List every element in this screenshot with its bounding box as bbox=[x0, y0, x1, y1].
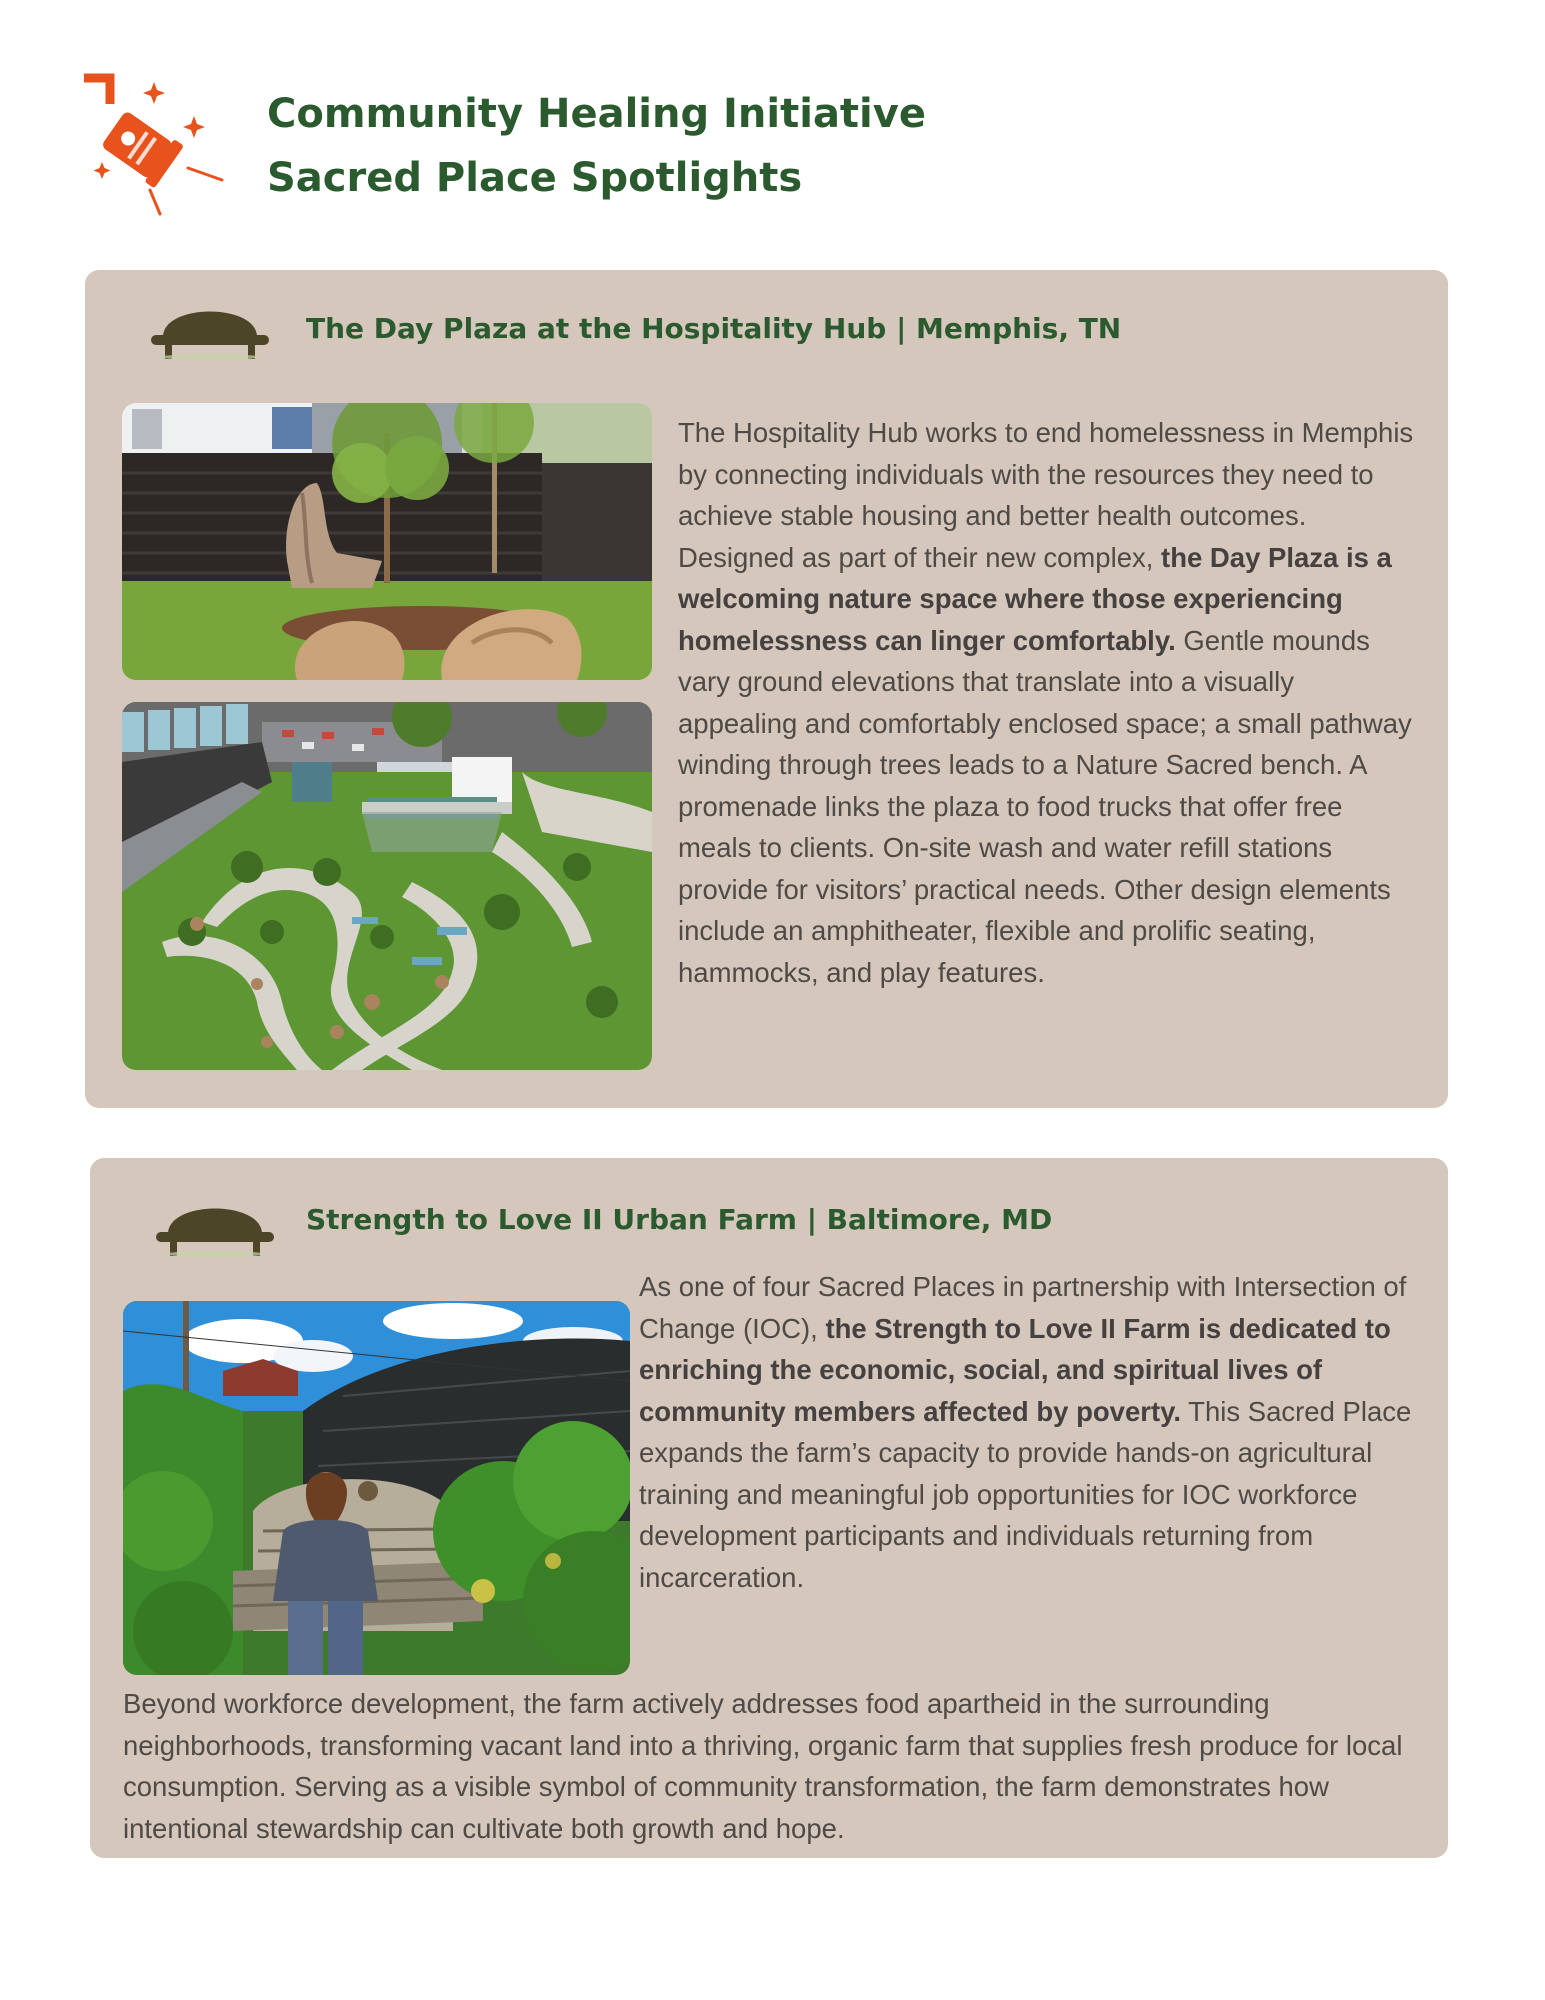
spotlight-card-baltimore bbox=[90, 1158, 1448, 1858]
seating-sculpture-photo bbox=[122, 403, 652, 680]
spotlight-icon bbox=[82, 72, 232, 222]
paragraph-rest: Gentle mounds vary ground elevations that translate into a visually appealing and comfortably enclosed space; a small pathway winding through trees leads to a Nature Sacred bench. A promenade links the plaza to food trucks that offer free meals to clients. On-site wash and water refill stations provide for visitors’ practical needs. Other design elements include an amphitheater, flexible and prolific seating, hammocks, and play features. bbox=[678, 624, 1412, 988]
bench-icon bbox=[145, 293, 275, 363]
spotlight-paragraph-2: Beyond workforce development, the farm actively addresses food apartheid in the surrounding neighborhoods, transforming vacant land into a thriving, organic farm that supplies fresh produce for local consumption. Serving as a visible symbol of community transformation, the farm demonstrates how intentional stewardship can cultivate both growth and hope. bbox=[123, 1688, 1403, 1844]
spotlight-heading: Strength to Love II Urban Farm | Baltimore, MD bbox=[306, 1203, 1053, 1236]
aerial-plaza-photo bbox=[122, 702, 652, 1070]
paragraph-intro: As one of four Sacred Places in partnership with Intersection of Change (IOC), bbox=[639, 1271, 1407, 1344]
spotlight-heading: The Day Plaza at the Hospitality Hub | Memphis, TN bbox=[306, 312, 1122, 345]
title-line-2: Sacred Place Spotlights bbox=[267, 155, 803, 201]
spotlight-card-memphis bbox=[85, 270, 1448, 1108]
page-title bbox=[267, 82, 926, 210]
paragraph-emphasis: the Strength to Love II Farm is dedicated to enriching the economic, social, and spiritual lives of community members affected by poverty. bbox=[639, 1312, 1391, 1427]
paragraph-rest: This Sacred Place expands the farm’s capacity to provide hands-on agricultural training and meaningful job opportunities for IOC workforce development participants and individuals returning from incarceration. bbox=[639, 1395, 1412, 1593]
spotlight-paragraph bbox=[639, 1266, 1429, 1598]
paragraph-intro: The Hospitality Hub works to end homelessness in Memphis by connecting individuals with the resources they need to achieve stable housing and better health outcomes. Designed as part of their new complex, bbox=[678, 417, 1414, 573]
bench-icon bbox=[150, 1190, 280, 1260]
farm-bench-photo bbox=[123, 1301, 630, 1675]
spotlight-paragraph bbox=[678, 412, 1418, 993]
paragraph-emphasis: the Day Plaza is a welcoming nature space where those experiencing homelessness can linger comfortably. bbox=[678, 541, 1392, 656]
title-line-1: Community Healing Initiative bbox=[267, 91, 926, 137]
